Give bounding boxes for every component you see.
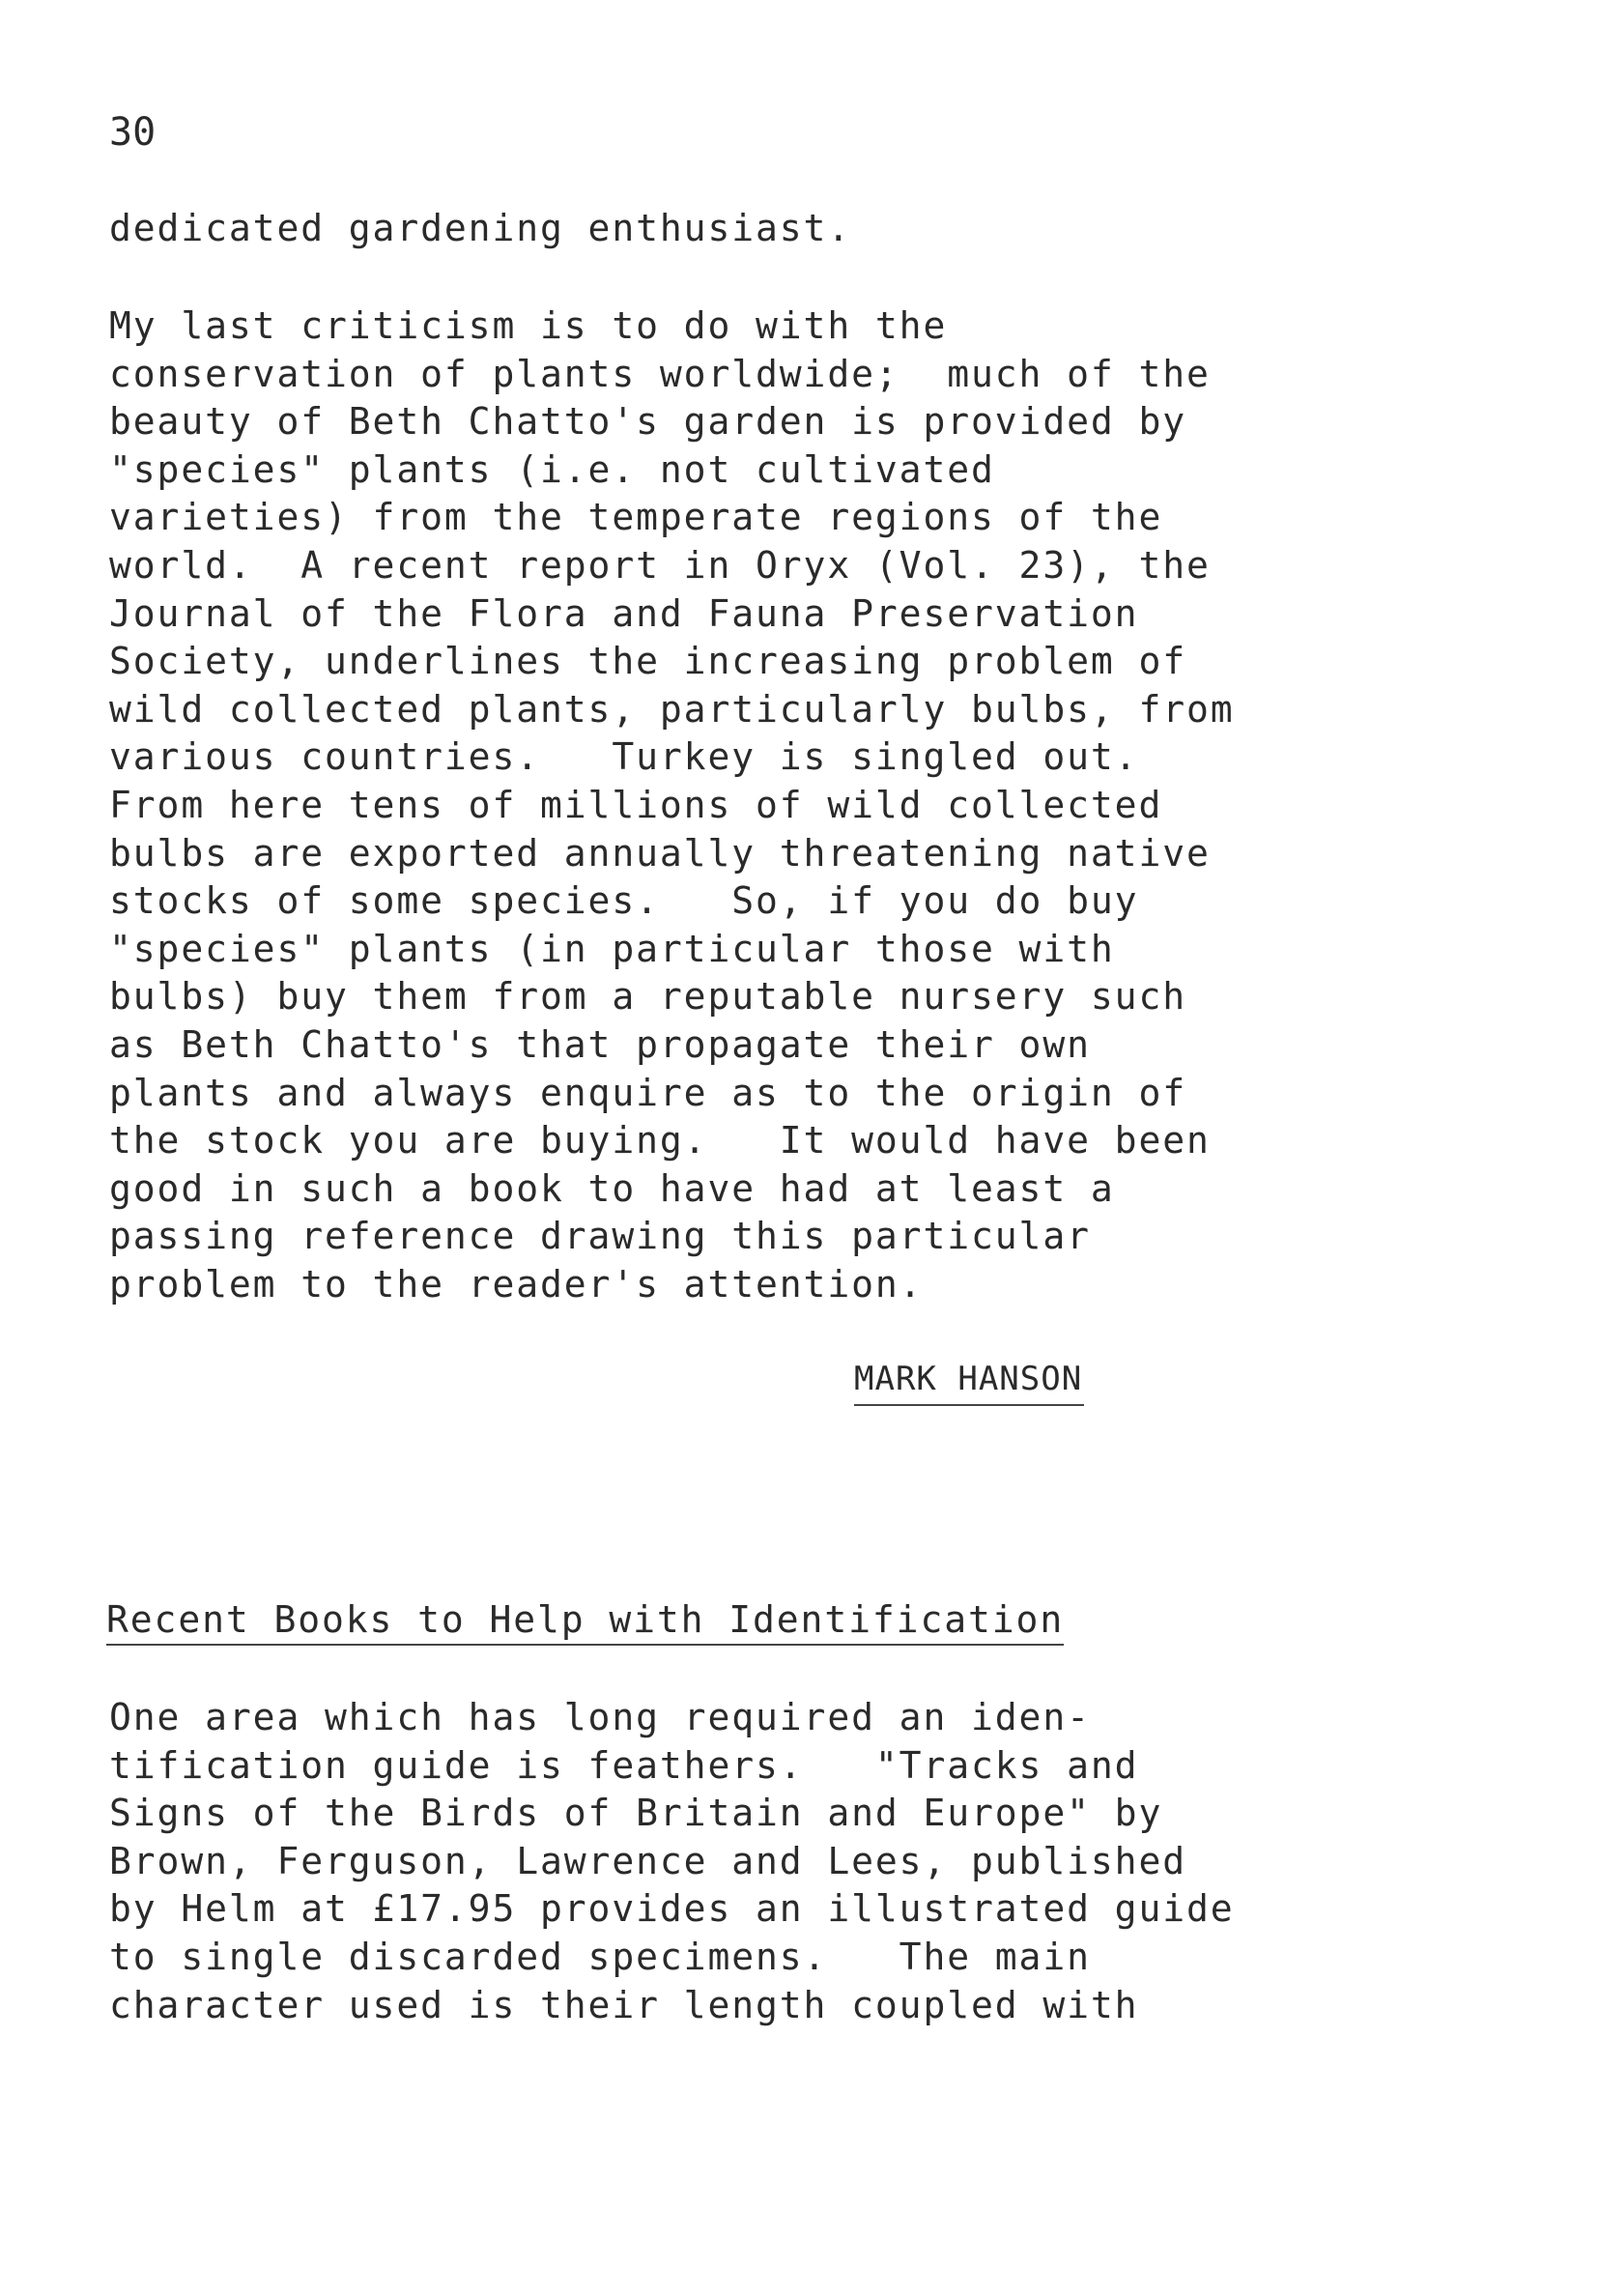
text-line: tification guide is feathers. "Tracks and — [109, 1743, 1139, 1787]
text-line: world. A recent report in Oryx (Vol. 23), the — [109, 543, 1211, 587]
text-line: as Beth Chatto's that propagate their own — [109, 1022, 1091, 1066]
text-line: passing reference drawing this particular — [109, 1215, 1091, 1258]
paragraph-identification — [109, 1694, 1235, 2029]
section-heading: Recent Books to Help with Identification — [106, 1595, 1064, 1646]
text-line: Society, underlines the increasing problem of — [109, 640, 1187, 683]
text-line: bulbs) buy them from a reputable nursery such — [109, 975, 1187, 1019]
text-line: Signs of the Birds of Britain and Europe" by — [109, 1792, 1163, 1835]
text-line: varieties) from the temperate regions of the — [109, 496, 1163, 539]
text-line: Journal of the Flora and Fauna Preservation — [109, 591, 1139, 635]
text-line: to single discarded specimens. The main — [109, 1935, 1091, 1978]
text-line: the stock you are buying. It would have been — [109, 1119, 1211, 1162]
text-line: My last criticism is to do with the — [109, 304, 948, 347]
text-line: various countries. Turkey is singled out. — [109, 735, 1139, 779]
text-line: conservation of plants worldwide; much of the — [109, 352, 1211, 395]
text-line: Brown, Ferguson, Lawrence and Lees, published — [109, 1839, 1187, 1882]
text-line: beauty of Beth Chatto's garden is provided by — [109, 400, 1187, 444]
author-signature: MARK HANSON — [854, 1355, 1084, 1406]
page-number: 30 — [109, 110, 157, 155]
text-line: "species" plants (i.e. not cultivated — [109, 447, 995, 491]
text-line: stocks of some species. So, if you do buy — [109, 879, 1139, 923]
paragraph-criticism — [109, 302, 1235, 1308]
text-line: One area which has long required an iden- — [109, 1696, 1091, 1738]
text-line: character used is their length coupled with — [109, 1983, 1139, 2026]
paragraph-continuation — [109, 205, 851, 253]
text-line: dedicated gardening enthusiast. — [109, 207, 852, 249]
text-line: problem to the reader's attention. — [109, 1262, 924, 1306]
text-line: From here tens of millions of wild collected — [109, 783, 1163, 826]
text-line: plants and always enquire as to the origin of — [109, 1071, 1187, 1114]
text-line: good in such a book to have had at least a — [109, 1166, 1115, 1210]
text-line: wild collected plants, particularly bulbs, from — [109, 687, 1235, 731]
text-line: by Helm at £17.95 provides an illustrated guide — [109, 1887, 1235, 1931]
text-line: "species" plants (in particular those with — [109, 927, 1115, 970]
text-line: bulbs are exported annually threatening native — [109, 831, 1211, 875]
